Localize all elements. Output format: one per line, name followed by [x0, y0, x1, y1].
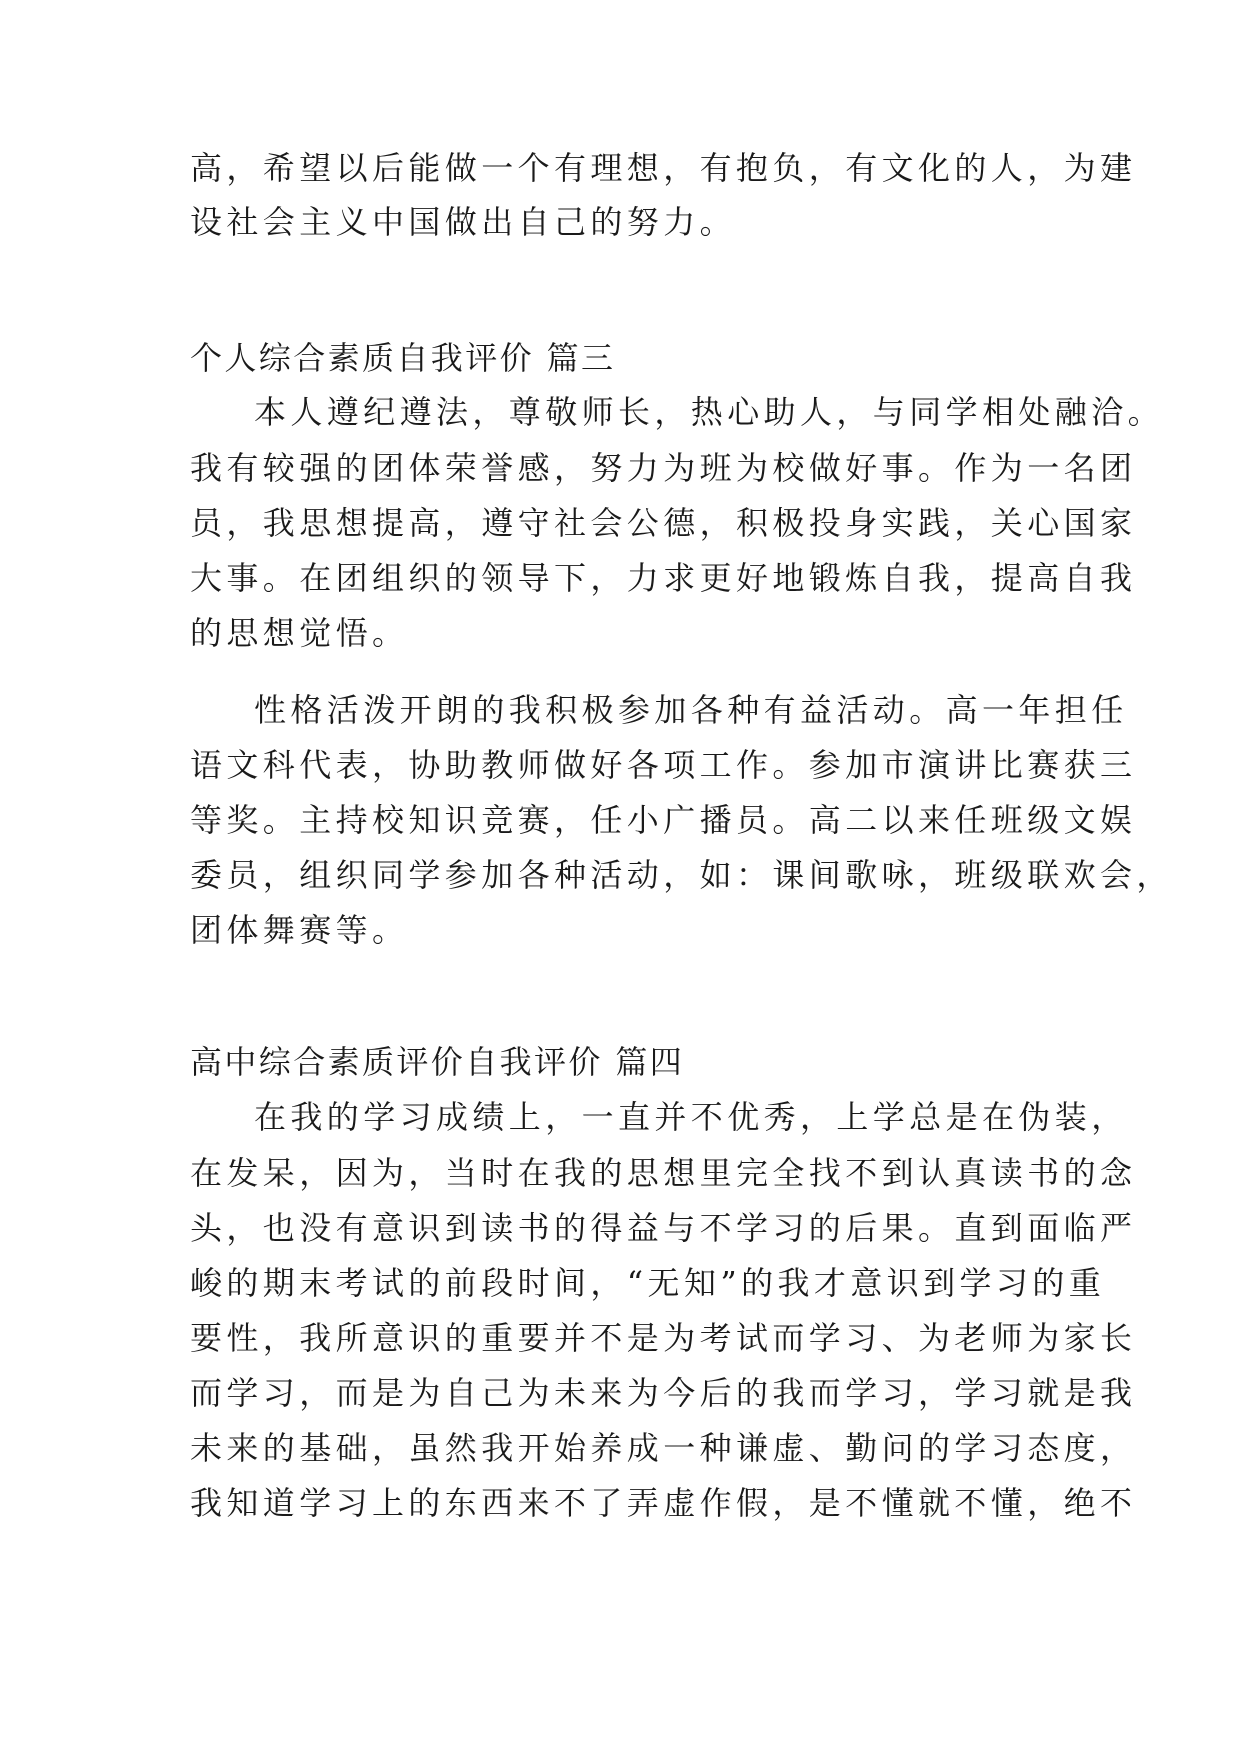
paragraph-line: 峻的期末考试的前段时间，“无知”的我才意识到学习的重 — [190, 1264, 1106, 1302]
section-heading-3: 个人综合素质自我评价 篇三 — [190, 339, 616, 377]
paragraph-line: 大事。在团组织的领导下，力求更好地锻炼自我，提高自我 — [190, 559, 1137, 597]
paragraph-line: 委员，组织同学参加各种活动，如：课间歌咏，班级联欢会， — [190, 856, 1173, 894]
continuation-line-2: 设社会主义中国做出自己的努力。 — [190, 203, 737, 241]
paragraph-line: 我知道学习上的东西来不了弄虚作假，是不懂就不懂，绝不 — [190, 1484, 1137, 1522]
paragraph-line: 的思想觉悟。 — [190, 614, 409, 652]
paragraph-line: 在发呆，因为，当时在我的思想里完全找不到认真读书的念 — [190, 1154, 1137, 1192]
paragraph-line: 要性，我所意识的重要并不是为考试而学习、为老师为家长 — [190, 1319, 1137, 1357]
paragraph-line: 而学习，而是为自己为未来为今后的我而学习，学习就是我 — [190, 1374, 1137, 1412]
paragraph-line: 本人遵纪遵法，尊敬师长，热心助人，与同学相处融洽。 — [254, 393, 1165, 431]
paragraph-line: 性格活泼开朗的我积极参加各种有益活动。高一年担任 — [254, 691, 1128, 729]
paragraph-line: 在我的学习成绩上，一直并不优秀，上学总是在伪装， — [254, 1098, 1128, 1136]
continuation-line-1: 高，希望以后能做一个有理想，有抱负，有文化的人，为建 — [190, 149, 1137, 187]
paragraph-line: 等奖。主持校知识竞赛，任小广播员。高二以来任班级文娱 — [190, 801, 1137, 839]
paragraph-line: 员，我思想提高，遵守社会公德，积极投身实践，关心国家 — [190, 504, 1137, 542]
paragraph-line: 我有较强的团体荣誉感，努力为班为校做好事。作为一名团 — [190, 449, 1137, 487]
paragraph-line: 未来的基础，虽然我开始养成一种谦虚、勤问的学习态度， — [190, 1429, 1137, 1467]
section-heading-4: 高中综合素质评价自我评价 篇四 — [190, 1043, 685, 1081]
paragraph-line: 头，也没有意识到读书的得益与不学习的后果。直到面临严 — [190, 1209, 1137, 1247]
paragraph-line: 语文科代表，协助教师做好各项工作。参加市演讲比赛获三 — [190, 746, 1137, 784]
paragraph-line: 团体舞赛等。 — [190, 911, 409, 949]
